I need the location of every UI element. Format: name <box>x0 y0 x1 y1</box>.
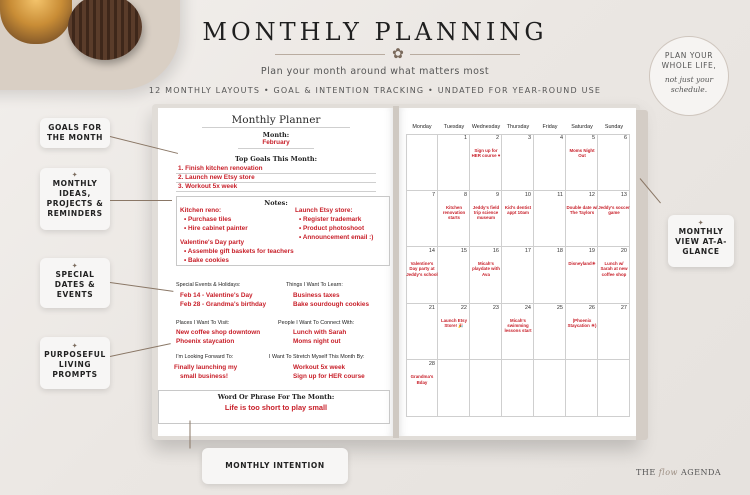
calendar-day[interactable] <box>534 360 566 417</box>
people-item: Moms night out <box>293 338 341 345</box>
calendar-event: Micah's swimming lessons start <box>504 317 532 334</box>
callout-line: DATES & <box>54 280 96 289</box>
calendar-day[interactable] <box>566 134 598 191</box>
special-item: Feb 28 - Grandma's birthday <box>180 301 267 308</box>
calendar-event: Jeddy's field trip science museum <box>472 204 500 220</box>
day-number: 15 <box>460 248 467 255</box>
phrase-value: Life is too short to play small <box>224 403 328 412</box>
goal-item: 2. Launch new Etsy store <box>178 174 255 181</box>
day-number: 8 <box>463 191 467 198</box>
day-header: Sunday <box>604 124 624 130</box>
goals-label: Top Goals This Month: <box>234 155 318 163</box>
day-number: 20 <box>620 248 627 255</box>
calendar-day[interactable] <box>598 134 630 191</box>
places-item: New coffee shop downtown <box>176 329 261 336</box>
calendar-event: Valentine's Day party at Jeddy's school <box>406 261 438 277</box>
day-number: 21 <box>428 304 435 311</box>
day-number: 14 <box>428 248 435 255</box>
calendar-day[interactable] <box>534 191 566 248</box>
calendar-day[interactable] <box>438 247 470 304</box>
rule <box>238 148 314 149</box>
calendar-event: Kid's dentist appt 10am <box>504 204 532 215</box>
calendar-day[interactable] <box>502 247 534 304</box>
brand-logo <box>636 468 721 477</box>
day-header: Friday <box>542 124 558 130</box>
day-number: 13 <box>620 191 627 198</box>
rule <box>176 182 376 183</box>
sparkle-icon: ✦ <box>71 262 79 270</box>
calendar-event: Disneyland☀ <box>568 261 596 267</box>
stretch-item: Sign up for HER course <box>293 373 365 380</box>
callout-line: PROJECTS & <box>46 199 104 208</box>
day-number: 6 <box>623 135 627 141</box>
calendar-event: Launch Etsy Store! 🎉 <box>440 317 468 328</box>
calendar-day[interactable] <box>438 360 470 417</box>
calendar-day[interactable] <box>406 304 438 361</box>
day-number: 26 <box>588 304 595 311</box>
day-number: 7 <box>431 191 435 198</box>
sparkle-icon: ✦ <box>71 342 79 350</box>
forward-label: I'm Looking Forward To: <box>176 354 234 360</box>
callout-view <box>668 215 734 267</box>
calendar-day[interactable] <box>534 247 566 304</box>
calendar-day[interactable] <box>566 304 598 361</box>
day-number: 24 <box>524 304 531 311</box>
notes-label: Notes: <box>264 199 288 207</box>
notes-heading: Kitchen reno: <box>180 207 222 214</box>
monthly-planner-page <box>158 108 394 436</box>
notes-heading: Valentine's Day party <box>180 239 245 246</box>
brand-text: THE <box>636 468 656 477</box>
calendar-day[interactable] <box>406 191 438 248</box>
phrase-label: Word Or Phrase For The Month: <box>217 393 335 401</box>
callout-line: PROMPTS <box>52 370 98 379</box>
title-divider-left <box>275 54 385 55</box>
calendar-day[interactable] <box>598 304 630 361</box>
day-number: 27 <box>620 304 627 311</box>
calendar-day[interactable] <box>470 360 502 417</box>
callout-line: PURPOSEFUL <box>44 350 106 359</box>
calendar-day[interactable] <box>534 134 566 191</box>
rule <box>176 173 376 174</box>
calendar-day[interactable] <box>502 191 534 248</box>
day-number: 2 <box>495 135 499 141</box>
goal-item: 1. Finish kitchen renovation <box>178 165 263 172</box>
day-number: 25 <box>556 304 563 311</box>
calendar-day[interactable] <box>438 304 470 361</box>
calendar-day[interactable] <box>598 360 630 417</box>
calendar-day[interactable] <box>566 247 598 304</box>
calendar-day[interactable] <box>598 191 630 248</box>
stretch-label: I Want To Stretch Myself This Month By: <box>269 354 365 360</box>
learn-item: Bake sourdough cookies <box>293 301 369 308</box>
calendar-event: Grandma's Bday <box>410 374 434 385</box>
notes-item: • Assemble gift baskets for teachers <box>184 248 294 255</box>
learn-item: Business taxes <box>293 292 340 299</box>
day-header: Wednesday <box>471 124 501 130</box>
sparkle-icon: ✦ <box>71 171 79 179</box>
badge-line: not just your <box>664 75 714 84</box>
feature-list: 12 MONTHLY LAYOUTS • GOAL & INTENTION TRACKING • UNDATED FOR YEAR-ROUND USE <box>148 86 602 95</box>
day-number: 28 <box>428 361 435 368</box>
page-subtitle: Plan your month around what matters most <box>260 66 490 77</box>
elastic-band <box>636 110 648 440</box>
day-number: 11 <box>557 191 563 198</box>
page-title: MONTHLY PLANNING <box>202 18 548 46</box>
calendar-event: Kitchen renovation starts <box>442 204 466 220</box>
calendar-event: (Phoenix Staycation ☀) <box>567 317 597 328</box>
callout-line: EVENTS <box>56 290 94 299</box>
day-number: 19 <box>588 248 595 255</box>
calendar-day[interactable] <box>406 247 438 304</box>
callout-goals <box>40 118 110 148</box>
callout-line: GLANCE <box>682 247 720 256</box>
calendar-grid <box>406 124 630 424</box>
brand-text: AGENDA <box>680 468 722 477</box>
day-number: 23 <box>492 304 499 311</box>
badge-line: PLAN YOUR <box>664 51 714 60</box>
places-label: Places I Want To Visit: <box>176 320 230 326</box>
callout-line: IDEAS, <box>59 189 91 198</box>
calendar-day[interactable] <box>566 191 598 248</box>
month-label: Month: <box>262 131 290 139</box>
stretch-item: Workout 5x week <box>293 364 346 371</box>
special-item: Feb 14 - Valentine's Day <box>180 292 253 299</box>
calendar-event: Jeddy's soccer game <box>598 204 630 215</box>
special-label: Special Events & Holidays: <box>176 282 241 288</box>
people-label: People I Want To Connect With: <box>278 320 355 326</box>
calendar-day[interactable] <box>406 360 438 417</box>
callout-line: MONTHLY <box>52 179 98 188</box>
calendar-event: Micah's playdate with Ava <box>472 261 500 277</box>
calendar-day[interactable] <box>502 360 534 417</box>
calendar-day[interactable] <box>502 304 534 361</box>
day-number: 12 <box>588 191 595 198</box>
callout-ideas <box>40 168 110 230</box>
calendar-day[interactable] <box>438 191 470 248</box>
day-number: 9 <box>495 191 499 198</box>
day-number: 10 <box>524 191 531 198</box>
callout-line: GOALS FOR <box>48 123 102 132</box>
calendar-day[interactable] <box>470 304 502 361</box>
calendar-day[interactable] <box>598 247 630 304</box>
title-divider-right <box>410 54 520 55</box>
calendar-event: Moms Night Out <box>569 148 595 159</box>
day-number: 3 <box>527 135 531 141</box>
day-header: Saturday <box>571 124 593 130</box>
notes-item: • Hire cabinet painter <box>184 225 248 232</box>
callout-prompts <box>40 337 110 389</box>
day-header: Tuesday <box>443 124 465 130</box>
callout-arrow <box>190 421 191 449</box>
rule <box>202 127 350 128</box>
callout-line: THE MONTH <box>46 133 104 142</box>
notes-item: • Product photoshoot <box>299 225 365 232</box>
rule <box>176 191 376 192</box>
notes-item: • Register trademark <box>299 216 362 223</box>
callout-line: SPECIAL <box>55 270 95 279</box>
badge-line: WHOLE LIFE, <box>661 61 717 70</box>
callout-line: VIEW AT-A- <box>675 237 727 246</box>
calendar-day[interactable] <box>470 191 502 248</box>
callout-line: MONTHLY <box>678 227 724 236</box>
calendar-day[interactable] <box>566 360 598 417</box>
brand-text: flow <box>658 468 678 477</box>
sparkle-icon: ✦ <box>697 219 705 227</box>
calendar-event: Double date w/ The Taylors <box>566 204 598 215</box>
badge-line: schedule. <box>670 85 708 94</box>
day-number: 18 <box>556 248 563 255</box>
callout-intention: MONTHLY INTENTION <box>202 448 348 484</box>
day-number: 22 <box>460 304 467 311</box>
notes-heading: Launch Etsy store: <box>295 207 353 214</box>
day-number: 1 <box>463 135 467 141</box>
day-number: 16 <box>492 248 499 255</box>
notes-item: • Announcement email :) <box>299 234 374 241</box>
month-value: February <box>262 139 290 146</box>
calendar-day[interactable] <box>470 247 502 304</box>
people-item: Lunch with Sarah <box>293 329 347 336</box>
flower-icon: ✿ <box>392 46 404 62</box>
day-number: 17 <box>524 248 531 255</box>
notes-item: • Purchase tiles <box>184 216 232 223</box>
day-number: 5 <box>591 135 595 141</box>
calendar-day[interactable] <box>502 134 534 191</box>
learn-label: Things I Want To Learn: <box>286 282 343 288</box>
slogan-badge <box>649 36 729 116</box>
calendar-event: Lunch w/ Sarah at new coffee shop <box>600 261 628 277</box>
day-header: Thursday <box>506 124 530 130</box>
goal-item: 3. Workout 5x week <box>178 183 238 190</box>
calendar-day[interactable] <box>470 134 502 191</box>
callout-arrow <box>110 200 172 201</box>
callout-special <box>40 258 110 308</box>
day-number: 4 <box>559 135 563 141</box>
calendar-event: Sign up for HER course ♥ <box>471 148 501 159</box>
callout-line: REMINDERS <box>47 209 103 218</box>
day-header: Monday <box>412 124 432 130</box>
forward-item: small business! <box>180 373 228 380</box>
calendar-day[interactable] <box>534 304 566 361</box>
forward-item: Finally launching my <box>174 364 238 371</box>
calendar-day[interactable] <box>406 134 438 191</box>
planner-title: Monthly Planner <box>231 114 321 126</box>
callout-line: LIVING <box>58 360 92 369</box>
places-item: Phoenix staycation <box>176 338 235 345</box>
calendar-day[interactable] <box>438 134 470 191</box>
notes-item: • Bake cookies <box>184 257 229 264</box>
